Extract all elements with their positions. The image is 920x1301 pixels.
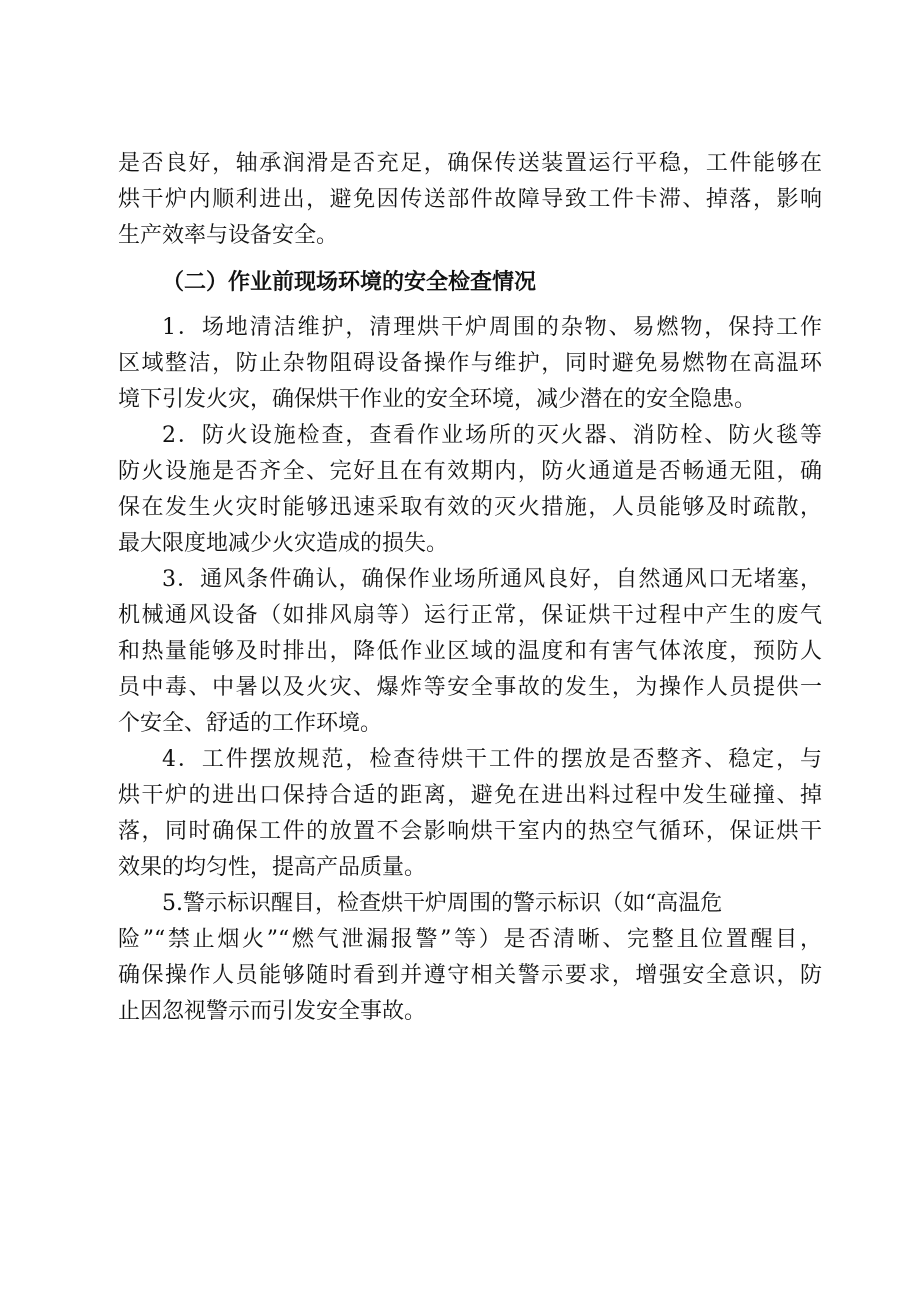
text-line: 员中毒、中暑以及火灾、爆炸等安全事故的发生，为操作人员提供一: [118, 675, 822, 700]
text-line: 5.警示标识醒目，检查烘干炉周围的警示标识（如“高温危: [162, 891, 723, 916]
list-item-1: [118, 310, 822, 418]
text-line: 4．工件摆放规范，检查待烘干工件的摆放是否整齐、稳定，与: [162, 747, 822, 772]
text-line: 险”“禁止烟火”“燃气泄漏报警”等）是否清晰、完整且位置醒目，: [118, 927, 822, 952]
text-line: 落，同时确保工件的放置不会影响烘干室内的热空气循环，保证烘干: [118, 819, 822, 844]
text-line: 境下引发火灾，确保烘干作业的安全环境，减少潜在的安全隐患。: [118, 387, 757, 412]
text-line: 确保操作人员能够随时看到并遵守相关警示要求，增强安全意识，防: [118, 963, 822, 988]
text-line: 和热量能够及时排出，降低作业区域的温度和有害气体浓度，预防人: [118, 639, 822, 664]
text-line: 防火设施是否齐全、完好且在有效期内，防火通道是否畅通无阻，确: [118, 459, 822, 484]
list-item-4: [118, 742, 822, 886]
text-line: 止因忽视警示而引发安全事故。: [118, 999, 427, 1024]
text-line: 效果的均匀性，提高产品质量。: [118, 855, 427, 880]
text-line: 个安全、舒适的工作环境。: [118, 711, 383, 736]
text-line: 烘干炉内顺利进出，避免因传送部件故障导致工件卡滞、掉落，影响: [118, 187, 822, 212]
list-item-5: [118, 886, 822, 1030]
document-body: [118, 146, 822, 1030]
list-item-3: [118, 562, 822, 742]
section-heading: （二）作业前现场环境的安全检查情况: [162, 269, 537, 295]
text-line: 机械通风设备（如排风扇等）运行正常，保证烘干过程中产生的废气: [118, 603, 822, 628]
text-line: 1．场地清洁维护，清理烘干炉周围的杂物、易燃物，保持工作: [162, 315, 822, 340]
intro-paragraph: [118, 146, 822, 254]
list-item-2: [118, 418, 822, 562]
text-line: 2．防火设施检查，查看作业场所的灭火器、消防栓、防火毯等: [162, 423, 822, 448]
text-line: 烘干炉的进出口保持合适的距离，避免在进出料过程中发生碰撞、掉: [118, 783, 822, 808]
text-line: 生产效率与设备安全。: [118, 223, 339, 248]
text-line: 保在发生火灾时能够迅速采取有效的灭火措施，人员能够及时疏散，: [118, 495, 822, 520]
text-line: 3．通风条件确认，确保作业场所通风良好，自然通风口无堵塞，: [162, 567, 822, 592]
text-line: 最大限度地减少火灾造成的损失。: [118, 531, 449, 556]
text-line: 区域整洁，防止杂物阻碍设备操作与维护，同时避免易燃物在高温环: [118, 351, 822, 376]
text-line: 是否良好，轴承润滑是否充足，确保传送装置运行平稳，工件能够在: [118, 151, 822, 176]
